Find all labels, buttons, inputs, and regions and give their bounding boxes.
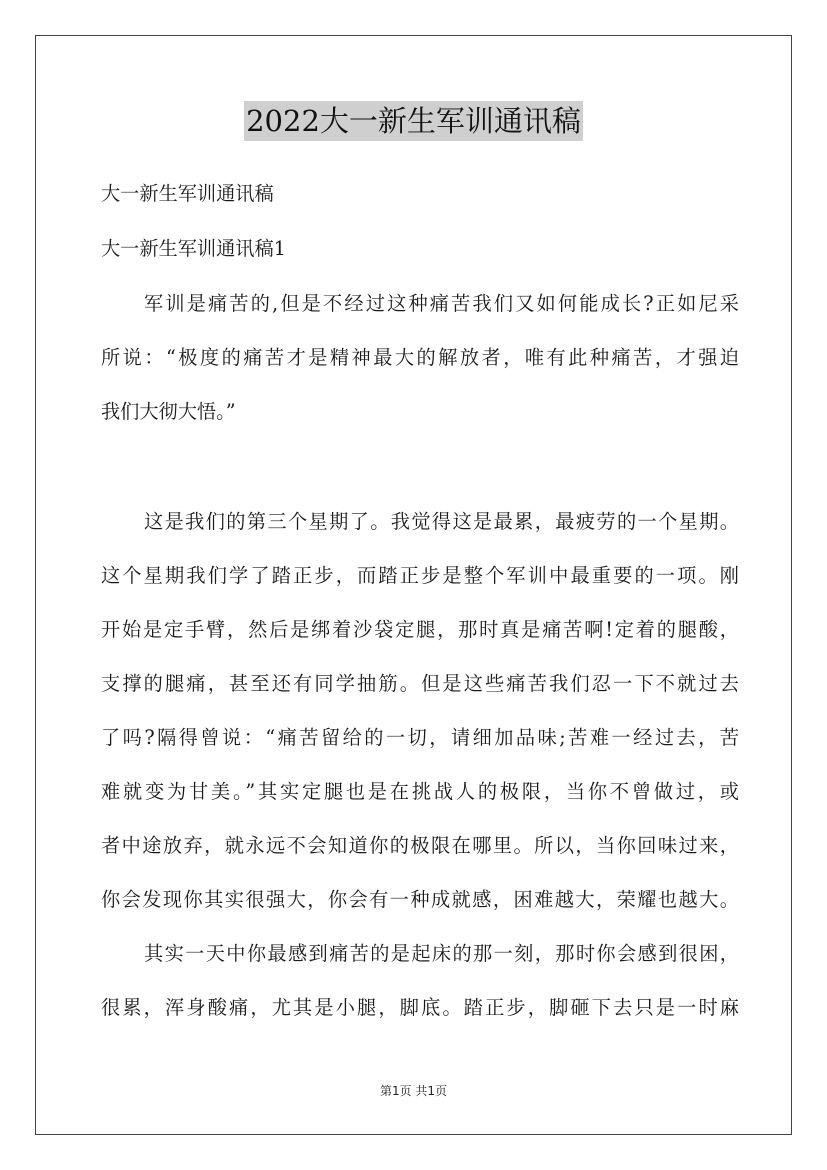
paragraph-1-line-1: 军训是痛苦的,但是不经过这种痛苦我们又如何能成长?正如尼采 [144, 292, 739, 315]
paragraph-1-line-2: 所说：“极度的痛苦才是精神最大的解放者，唯有此种痛苦，才强迫 [101, 346, 739, 369]
paragraph-2-line-8: 你会发现你其实很强大，你会有一种成就感，困难越大，荣耀也越大。 [101, 888, 739, 911]
page-number-footer: 第1页 共1页 [379, 1084, 448, 1098]
paragraph-2-line-1: 这是我们的第三个星期了。我觉得这是最累，最疲劳的一个星期。 [144, 510, 739, 533]
paragraph-2-line-4: 支撑的腿痛，甚至还有同学抽筋。但是这些痛苦我们忍一下不就过去 [101, 672, 739, 695]
paragraph-2-line-7: 者中途放弃，就永远不会知道你的极限在哪里。所以，当你回味过来， [101, 834, 739, 857]
paragraph-2-line-2: 这个星期我们学了踏正步，而踏正步是整个军训中最重要的一项。刚 [101, 564, 739, 587]
document-title: 2022大一新生军训通讯稿 [244, 101, 583, 141]
paragraph-3-line-1: 其实一天中你最感到痛苦的是起床的那一刻，那时你会感到很困， [144, 942, 739, 965]
paragraph-2-line-6: 难就变为甘美。”其实定腿也是在挑战人的极限，当你不曾做过，或 [101, 780, 739, 803]
title-container [0, 101, 827, 141]
paragraph-2-line-5: 了吗?隔得曾说：“痛苦留给的一切，请细加品味;苦难一经过去，苦 [101, 726, 739, 749]
document-subtitle: 大一新生军训通讯稿 [101, 182, 274, 205]
paragraph-2-line-3: 开始是定手臂，然后是绑着沙袋定腿，那时真是痛苦啊!定着的腿酸， [101, 618, 739, 641]
section-heading: 大一新生军训通讯稿1 [101, 237, 286, 260]
paragraph-3-line-2: 很累，浑身酸痛，尤其是小腿，脚底。踏正步，脚砸下去只是一时麻 [101, 996, 739, 1019]
paragraph-1-line-3: 我们大彻大悟。” [101, 400, 236, 423]
